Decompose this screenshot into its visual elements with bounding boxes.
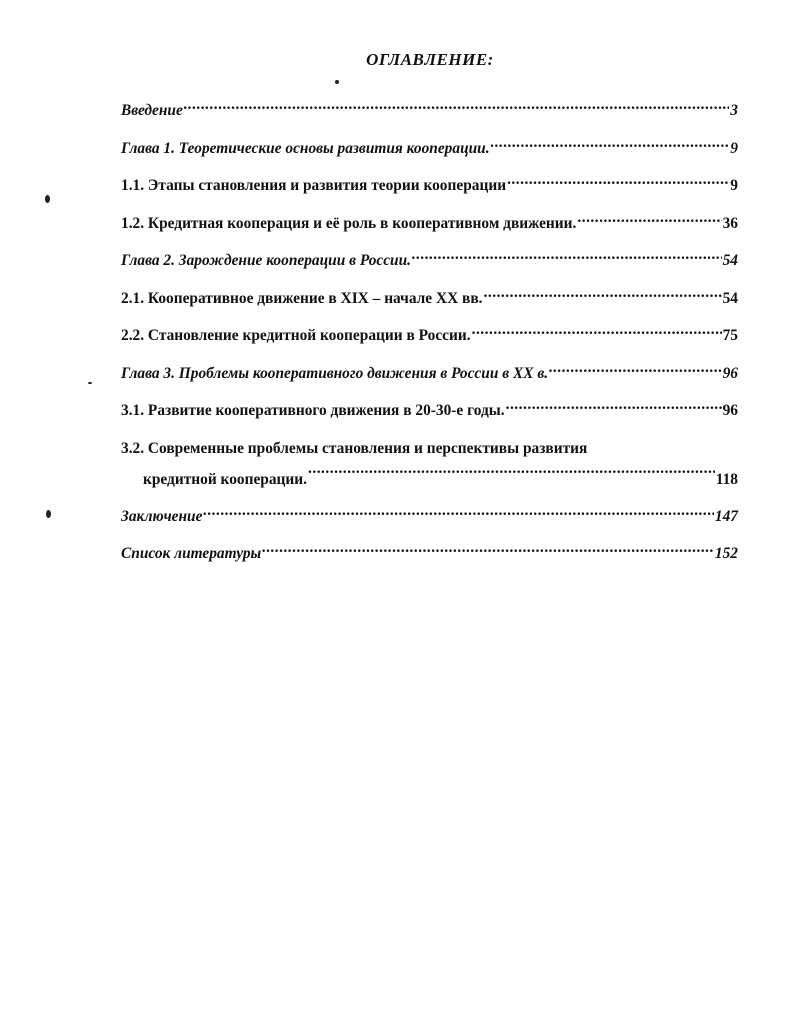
toc-entry-label: Глава 3. Проблемы кооперативного движения в России в XX в. [121, 364, 549, 382]
dot-leader [472, 320, 722, 340]
dot-leader [549, 358, 722, 378]
toc-entry-section-3-1[interactable] [121, 395, 738, 433]
toc-entry-label: 2.1. Кооперативное движение в XIX – начале XX вв. [121, 289, 483, 307]
dot-leader [484, 283, 722, 303]
dot-leader [491, 133, 730, 153]
dot-leader [506, 395, 722, 415]
toc-entry-page: 54 [722, 289, 738, 307]
dot-leader [412, 245, 722, 265]
toc-entry-chapter-2[interactable] [121, 245, 738, 283]
table-of-contents [121, 95, 738, 576]
toc-entry-label: 2.2. Становление кредитной кооперации в России. [121, 327, 471, 344]
dot-leader [184, 95, 729, 115]
toc-entry-label: Заключение [121, 507, 203, 525]
toc-entry-page: 9 [730, 177, 738, 194]
toc-entry-chapter-1[interactable] [121, 133, 738, 171]
scan-speck [45, 195, 50, 203]
scan-speck [335, 80, 339, 84]
toc-entry-section-1-1[interactable] [121, 170, 738, 208]
toc-entry-page: 96 [722, 402, 738, 419]
toc-entry-page: 9 [730, 139, 738, 157]
toc-entry-section-1-2[interactable] [121, 208, 738, 246]
toc-heading: ОГЛАВЛЕНИЕ: [366, 50, 494, 69]
toc-entry-section-2-2[interactable] [121, 320, 738, 358]
toc-entry-label: Глава 1. Теоретические основы развития кооперации. [121, 139, 490, 157]
toc-entry-label: Введение [121, 102, 183, 119]
toc-entry-page: 118 [715, 470, 738, 488]
scan-speck [46, 510, 51, 518]
toc-entry-page: 36 [722, 214, 738, 232]
toc-entry-bibliography[interactable] [121, 538, 738, 576]
scan-speck [88, 382, 92, 384]
toc-entry-page: 75 [722, 327, 738, 344]
toc-entry-label: Глава 2. Зарождение кооперации в России. [121, 252, 412, 269]
toc-entry-chapter-3[interactable] [121, 358, 738, 396]
toc-entry-label: 1.2. Кредитная кооперация и её роль в кооперативном движении. [121, 214, 577, 232]
dot-leader [308, 464, 715, 484]
dot-leader [577, 208, 721, 228]
toc-entry-page: 147 [714, 507, 738, 525]
toc-entry-introduction[interactable] [121, 95, 738, 133]
dot-leader [507, 170, 729, 190]
toc-entry-page: 152 [714, 545, 738, 562]
toc-entry-page: 96 [722, 364, 738, 382]
toc-entry-label: 3.1. Развитие кооперативного движения в 20-30-е годы. [121, 402, 505, 419]
toc-entry-line2 [121, 464, 738, 495]
toc-entry-label-line1: 3.2. Современные проблемы становления и перспективы развития [121, 439, 588, 457]
dot-leader [203, 501, 713, 521]
toc-entry-page: 54 [722, 252, 738, 269]
toc-entry-section-3-2[interactable] [121, 433, 738, 501]
dot-leader [262, 538, 714, 558]
toc-entry-page: 3 [730, 102, 738, 119]
toc-entry-label: 1.1. Этапы становления и развития теории кооперации [121, 177, 507, 194]
toc-entry-section-2-1[interactable] [121, 283, 738, 321]
toc-entry-conclusion[interactable] [121, 501, 738, 539]
toc-entry-label-line2: кредитной кооперации. [143, 470, 308, 488]
toc-entry-label: Список литературы [121, 545, 262, 562]
